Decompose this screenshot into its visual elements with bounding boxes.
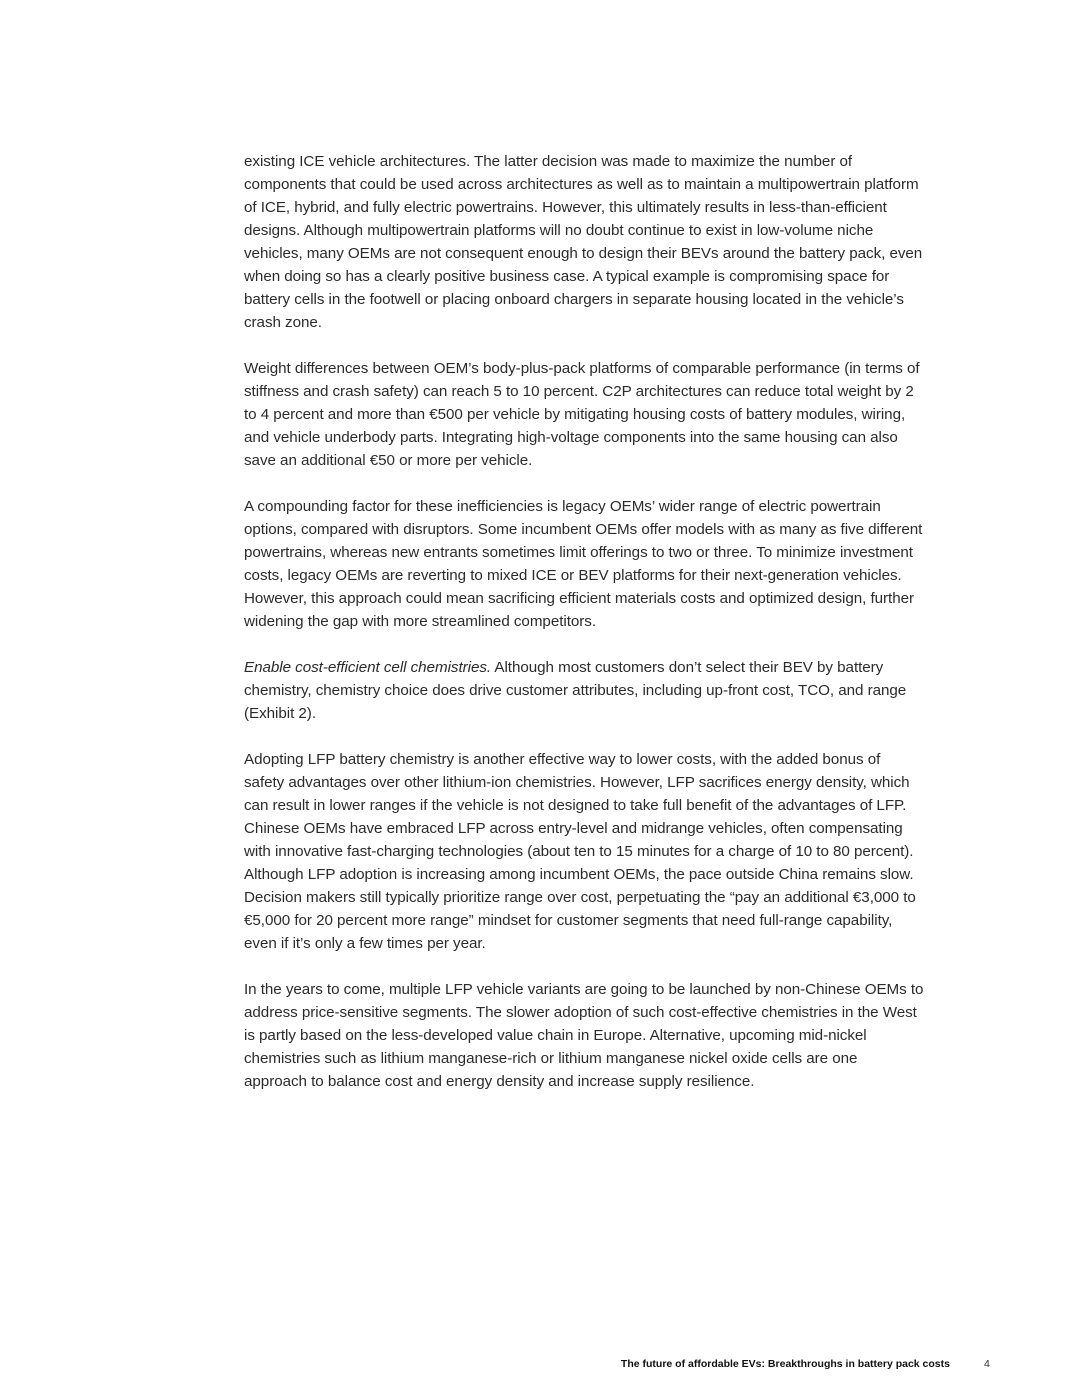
- paragraph-5: Adopting LFP battery chemistry is another effective way to lower costs, with the added bonus of safety advantages over other lithium-ion chemistries. However, LFP sacrifices energy density, which can result in lower ranges if the vehicle is not designed to take full benefit of the advantages of LFP. Chinese OEMs have embraced LFP across entry-level and midrange vehicles, often compensating with innovative fast-charging technologies (about ten to 15 minutes for a charge of 10 to 80 percent). Although LFP adoption is increasing among incumbent OEMs, the pace outside China remains slow. Decision makers still typically prioritize range over cost, perpetuating the “pay an additional €3,000 to €5,000 for 20 percent more range” mindset for customer segments that need full-range capability, even if it’s only a few times per year.: [244, 751, 916, 952]
- paragraph-1: existing ICE vehicle architectures. The latter decision was made to maximize the number of components that could be used across architectures as well as to maintain a multipowertrain platform of ICE, hybrid, and fully electric powertrains. However, this ultimately results in less-than-efficient designs. Although multipowertrain platforms will no doubt continue to exist in low-volume niche vehicles, many OEMs are not consequent enough to design their BEVs around the battery pack, even when doing so has a clearly positive business case. A typical example is compromising space for battery cells in the footwell or placing onboard chargers in separate housing located in the vehicle’s crash zone.: [244, 153, 923, 331]
- page-footer: [0, 1356, 1080, 1372]
- paragraph-4-text: Although most customers don’t select their BEV by battery chemistry, chemistry choice does drive customer attributes, including up-front cost, TCO, and range (Exhibit 2).: [244, 659, 907, 722]
- footer-title: The future of affordable EVs: Breakthroughs in battery pack costs: [620, 1358, 950, 1370]
- page-number: 4: [984, 1358, 990, 1370]
- article-body: [244, 150, 924, 1116]
- paragraph-2: Weight differences between OEM’s body-plus-pack platforms of comparable performance (in terms of stiffness and crash safety) can reach 5 to 10 percent. C2P architectures can reduce total weight by 2 to 4 percent and more than €500 per vehicle by mitigating housing costs of battery modules, wiring, and vehicle underbody parts. Integrating high-voltage components into the same housing can also save an additional €50 or more per vehicle.: [244, 360, 920, 469]
- paragraph-3: A compounding factor for these inefficiencies is legacy OEMs’ wider range of electric powertrain options, compared with disruptors. Some incumbent OEMs offer models with as many as five different powertrains, whereas new entrants sometimes limit offerings to two or three. To minimize investment costs, legacy OEMs are reverting to mixed ICE or BEV platforms for their next-generation vehicles. However, this approach could mean sacrificing efficient materials costs and optimized design, further widening the gap with more streamlined competitors.: [244, 498, 923, 630]
- paragraph-6: In the years to come, multiple LFP vehicle variants are going to be launched by non-Chinese OEMs to address price-sensitive segments. The slower adoption of such cost-effective chemistries in the West is partly based on the less-developed value chain in Europe. Alternative, upcoming mid-nickel chemistries such as lithium manganese-rich or lithium manganese nickel oxide cells are one approach to balance cost and energy density and increase supply resilience.: [244, 981, 924, 1090]
- paragraph-4-lead: Enable cost-efficient cell chemistries.: [244, 659, 492, 676]
- paragraph-4: [244, 656, 924, 725]
